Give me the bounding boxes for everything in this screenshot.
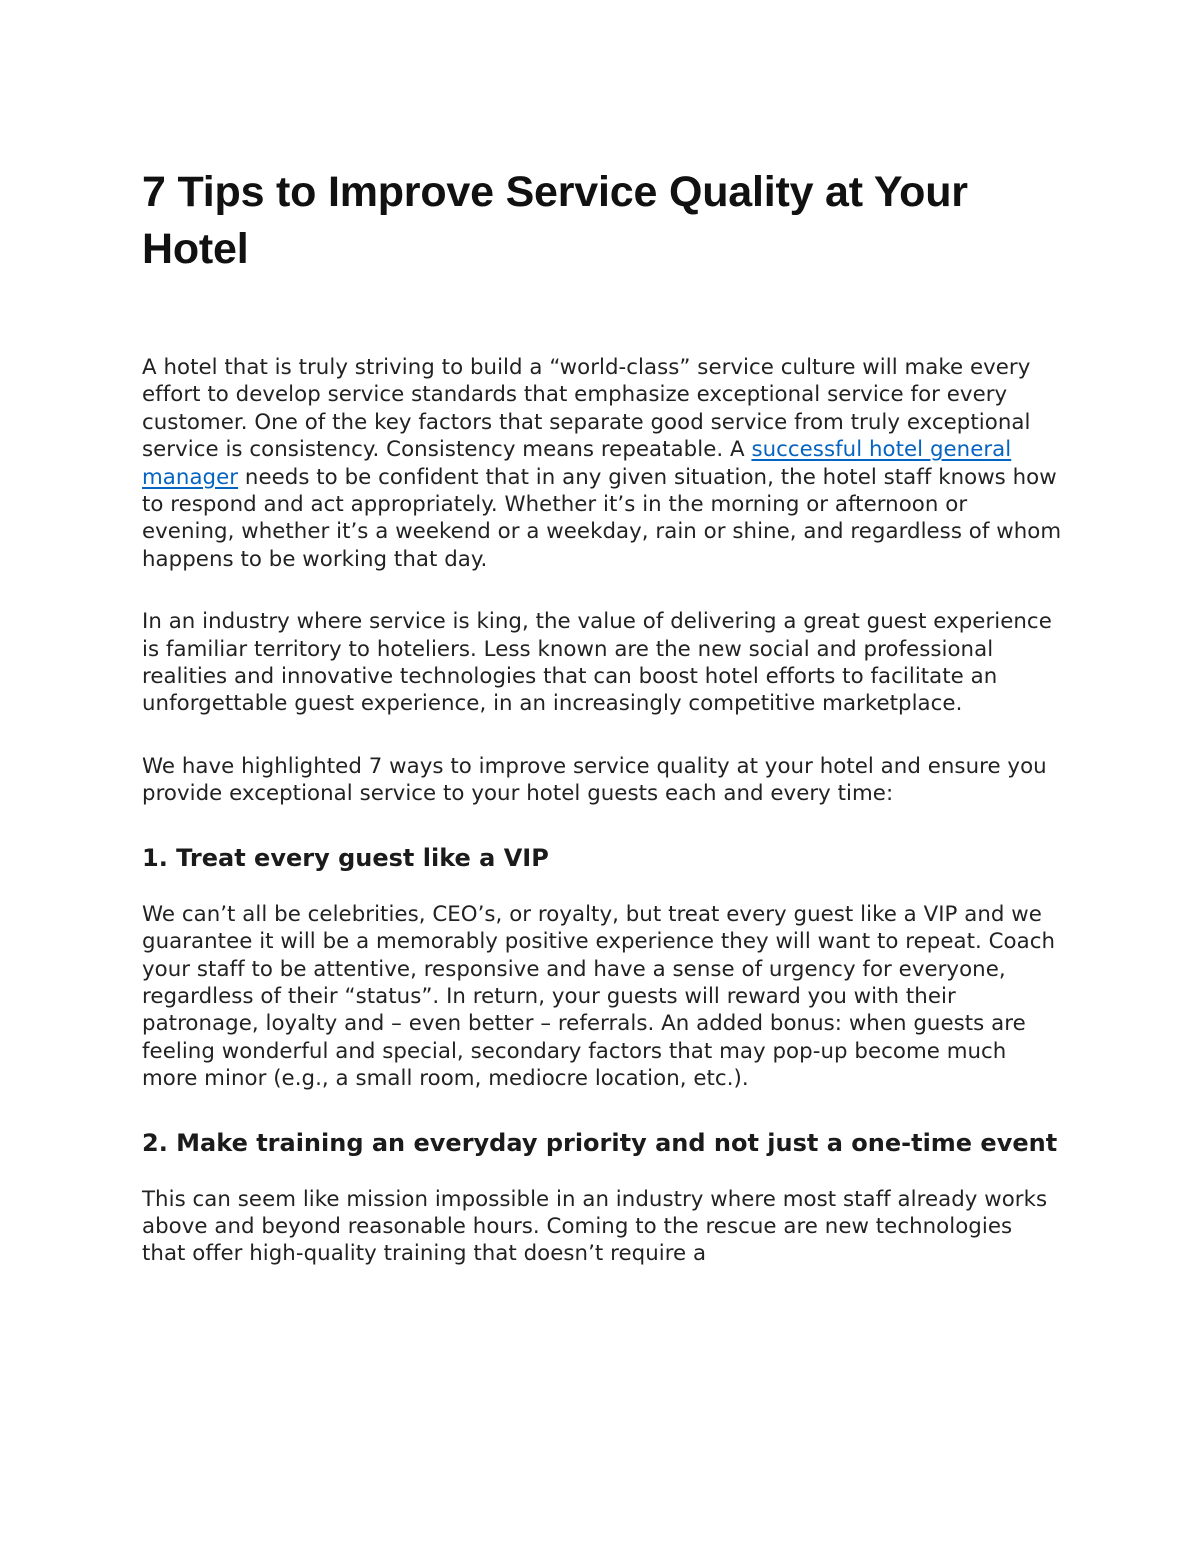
section-body-vip: We can’t all be celebrities, CEO’s, or royalty, but treat every guest like a VIP and we guarantee it will be a memorably positive experience they will want to repeat. Coach your staff to be attentive, responsive and have a sense of urgency for everyone, regardless of their “status”. In return, your guests will reward you with their patronage, loyalty and – even better – referrals. An added bonus: when guests are feeling wonderful and special, secondary factors that may pop-up become much more minor (e.g., a small room, mediocre location, etc.). xyxy=(142,901,1056,1092)
intro-paragraph xyxy=(142,354,1062,573)
section-heading-vip: 1. Treat every guest like a VIP xyxy=(142,843,549,872)
document-title: 7 Tips to Improve Service Quality at Your Hotel xyxy=(142,168,968,273)
section-heading-training: 2. Make training an everyday priority and not just a one-time event xyxy=(142,1128,1058,1157)
intro-text-after-link: needs to be confident that in any given situation, the hotel staff knows how to respond and act appropriately. Whether it’s in the morning or afternoon or evening, whether it’s a weekend or a weekday, rain or shine, and regardless of whom happens to be working that day. xyxy=(142,464,1062,572)
industry-paragraph: In an industry where service is king, the value of delivering a great guest experience is familiar territory to hoteliers. Less known are the new social and professional realities and innovative technologies that can boost hotel efforts to facilitate an unforgettable guest experience, in an increasingly competitive marketplace. xyxy=(142,609,1052,717)
section-body-training: This can seem like mission impossible in an industry where most staff already works above and beyond reasonable hours. Coming to the rescue are new technologies that offer high-quality training that doesn’t require a xyxy=(142,1186,1048,1267)
intro-text-before-link: A hotel that is truly striving to build a “world-class” service culture will make every effort to develop service standards that emphasize exceptional service for every customer. One of the key factors that separate good service from truly exceptional service is consistency. Consistency means repeatable. A xyxy=(142,355,1031,463)
highlights-paragraph: We have highlighted 7 ways to improve service quality at your hotel and ensure you provide exceptional service to your hotel guests each and every time: xyxy=(142,753,1047,807)
general-manager-link[interactable]: successful hotel general manager xyxy=(142,437,1012,490)
document-body xyxy=(142,164,1062,1268)
